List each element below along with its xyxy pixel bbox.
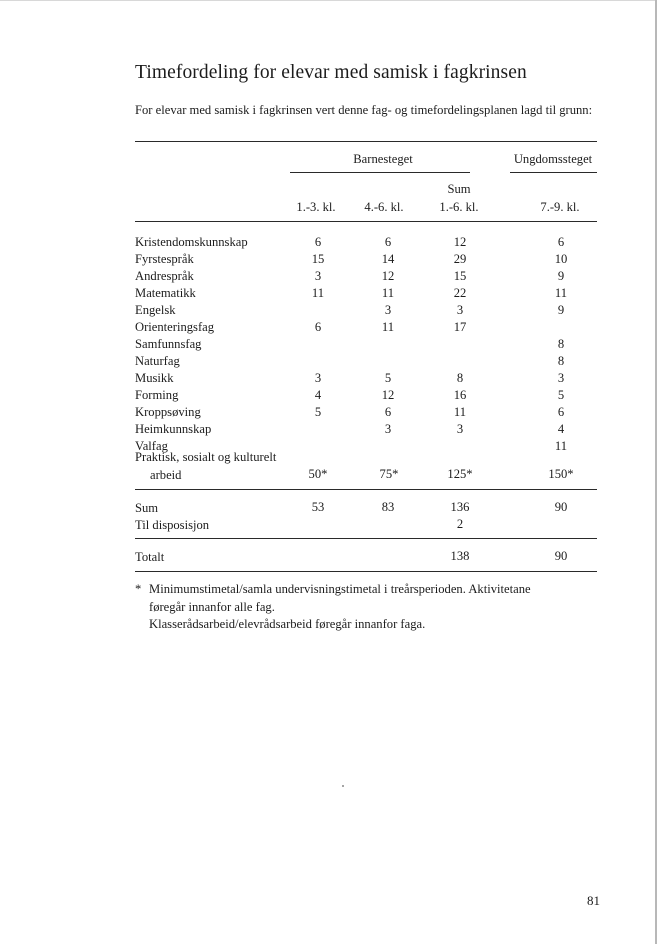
sum-row-col-7-9: 90 [554,500,568,514]
row-subject: Kroppsøving [135,405,201,419]
row-col-1-3: 6 [314,235,322,249]
row-col-1-3: 4 [314,388,322,402]
row-subject: Samfunnsfag [135,337,202,351]
row-subject: Matematikk [135,286,196,300]
sum-row-col-4-6: 83 [381,500,395,514]
row-col-7-9: 9 [557,303,565,317]
sum-row-col-1-3: 53 [311,500,325,514]
row-col-4-6: 12 [381,269,395,283]
praktisk-label-line1: Praktisk, sosialt og kulturelt [135,450,277,464]
header-col-1-3: 1.-3. kl. [296,200,336,214]
row-col-4-6: 3 [384,422,392,436]
row-col-7-9: 8 [557,354,565,368]
row-sum: 22 [453,286,467,300]
disposisjon-sum: 2 [456,517,464,531]
praktisk-label-line2: arbeid [150,468,182,482]
scan-speck [342,785,344,787]
row-sum: 11 [453,405,467,419]
intro-paragraph: For elevar med samisk i fagkrinsen vert denne fag- og timefordelingsplanen lagd til grunn: [135,103,593,117]
row-col-7-9: 5 [557,388,565,402]
footnote [135,581,597,634]
row-col-4-6: 6 [384,405,392,419]
row-col-7-9: 11 [554,286,568,300]
row-col-7-9: 6 [557,235,565,249]
header-barnesteget: Barnesteget [353,152,413,166]
row-col-1-3: 5 [314,405,322,419]
footnote-asterisk: * [135,582,142,596]
totalt-sum: 138 [450,549,470,563]
row-col-7-9: 6 [557,405,565,419]
row-subject: Fyrstespråk [135,252,194,266]
row-subject: Orienteringsfag [135,320,215,334]
page-edge-top [0,0,657,1]
sum-row-label: Sum [135,501,159,515]
praktisk-col-4-6: 75* [379,467,399,481]
row-subject: Engelsk [135,303,176,317]
totalt-label: Totalt [135,550,165,564]
row-sum: 16 [453,388,467,402]
table-top-rule [135,141,597,142]
disposisjon-label: Til disposisjon [135,518,210,532]
row-subject: Musikk [135,371,174,385]
praktisk-col-1-3: 50* [308,467,328,481]
footnote-line-1: Minimumstimetal/samla undervisningstimetal i treårsperioden. Aktivitetane [149,582,531,596]
header-bottom-rule [135,221,597,222]
barnesteget-rule [290,172,470,173]
row-sum: 8 [456,371,464,385]
row-sum: 29 [453,252,467,266]
table-bottom-rule [135,571,597,572]
row-col-1-3: 11 [311,286,325,300]
row-subject: Heimkunnskap [135,422,212,436]
sum-row-sum: 136 [450,500,470,514]
row-sum: 12 [453,235,467,249]
row-col-1-3: 3 [314,371,322,385]
row-col-7-9: 11 [554,439,568,453]
row-col-4-6: 14 [381,252,395,266]
row-sum: 15 [453,269,467,283]
sum-top-rule [135,489,597,490]
header-col-4-6: 4.-6. kl. [364,200,404,214]
totalt-top-rule [135,538,597,539]
row-subject: Andrespråk [135,269,194,283]
row-col-4-6: 12 [381,388,395,402]
row-sum: 3 [456,303,464,317]
praktisk-col-7-9: 150* [548,467,574,481]
row-col-7-9: 3 [557,371,565,385]
footnote-line-2: føregår innanfor alle fag. [149,599,275,614]
row-col-7-9: 10 [554,252,568,266]
page-title: Timefordeling for elevar med samisk i fagkrinsen [135,62,527,83]
row-col-1-3: 15 [311,252,325,266]
row-sum: 3 [456,422,464,436]
row-subject: Valfag [135,439,168,453]
praktisk-sum: 125* [447,467,473,481]
row-col-7-9: 9 [557,269,565,283]
row-subject: Kristendomskunnskap [135,235,248,249]
header-ungdomssteget: Ungdomssteget [513,152,593,166]
header-col-7-9: 7.-9. kl. [540,200,580,214]
page-number: 81 [587,893,600,908]
row-col-4-6: 11 [381,320,395,334]
header-sum-top: Sum [447,182,471,196]
row-subject: Naturfag [135,354,180,368]
ungdomssteget-rule [510,172,597,173]
row-col-1-3: 3 [314,269,322,283]
totalt-col-7-9: 90 [554,549,568,563]
footnote-line-3: Klasserådsarbeid/elevrådsarbeid føregår innanfor faga. [149,617,426,631]
row-sum: 17 [453,320,467,334]
row-col-7-9: 8 [557,337,565,351]
row-col-7-9: 4 [557,422,565,436]
row-subject: Forming [135,388,179,402]
row-col-4-6: 6 [384,235,392,249]
row-col-4-6: 11 [381,286,395,300]
header-sum-bottom: 1.-6. kl. [439,200,479,214]
row-col-1-3: 6 [314,320,322,334]
row-col-4-6: 5 [384,371,392,385]
row-col-4-6: 3 [384,303,392,317]
